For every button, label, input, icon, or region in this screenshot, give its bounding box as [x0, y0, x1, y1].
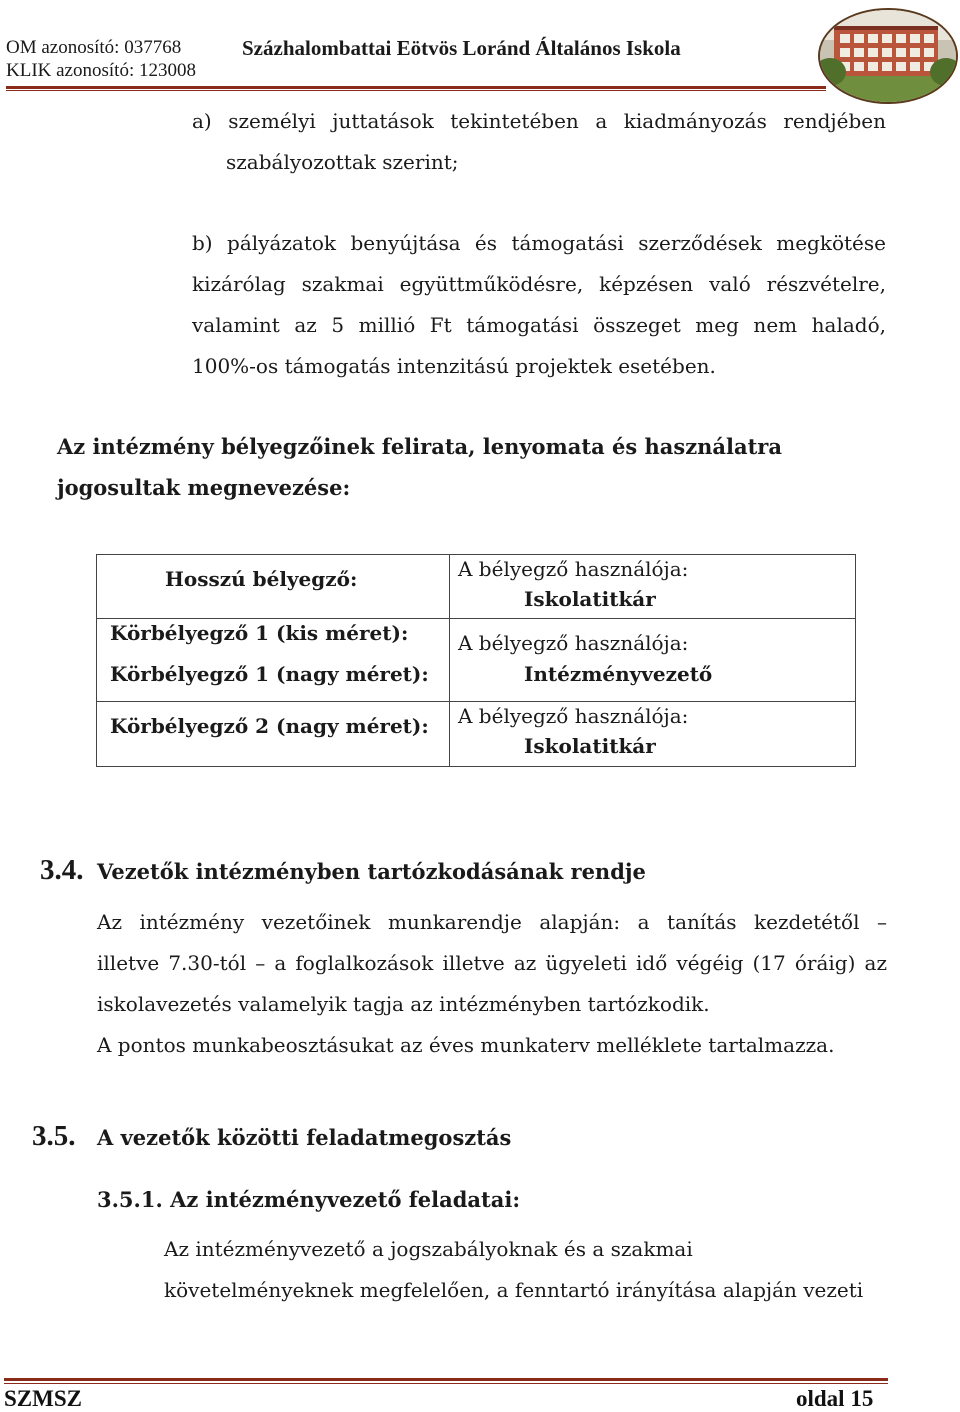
list-item-b-line2: kizárólag szakmai együttműködésre, képzésen való részvételre, [192, 272, 886, 296]
header-rule [6, 86, 826, 89]
stamp-user: Iskolatitkár [524, 734, 656, 758]
stamp-table [96, 554, 856, 767]
stamp-user-label: A bélyegző használója: [458, 704, 689, 728]
stamp-name: Körbélyegző 1 (kis méret): [110, 621, 409, 645]
stamp-section-title-line1: Az intézmény bélyegzőinek felirata, lenyomata és használatra [57, 434, 782, 459]
table-row [97, 619, 856, 702]
stamp-user-label: A bélyegző használója: [458, 631, 689, 655]
om-id: OM azonosító: 037768 [6, 37, 182, 58]
paragraph-line: illetve 7.30-tól – a foglalkozások illetve az ügyeleti idő végéig (17 óráig) az [97, 951, 887, 975]
document-ids [6, 36, 196, 82]
stamp-name-cell [97, 702, 450, 767]
page-number: oldal 15 [796, 1386, 874, 1411]
table-row [97, 702, 856, 767]
subsection-title: 3.5.1. Az intézményvezető feladatai: [97, 1187, 521, 1212]
paragraph-line: követelményeknek megfelelően, a fenntartó irányítása alapján vezeti [164, 1278, 864, 1302]
stamp-name: Hosszú bélyegző: [165, 567, 358, 591]
stamp-user-cell [450, 702, 856, 767]
stamp-user-cell [450, 555, 856, 619]
paragraph-line: A pontos munkabeosztásukat az éves munkaterv melléklete tartalmazza. [97, 1033, 835, 1057]
section-title: A vezetők közötti feladatmegosztás [97, 1125, 512, 1150]
list-item-b-line1: b) pályázatok benyújtása és támogatási szerződések megkötése [192, 231, 886, 255]
stamp-section-title-line2: jogosultak megnevezése: [57, 475, 351, 500]
stamp-user: Iskolatitkár [524, 587, 656, 611]
stamp-name: Körbélyegző 2 (nagy méret): [110, 714, 429, 738]
section-number: 3.5. [32, 1120, 76, 1152]
school-building-logo [818, 8, 958, 104]
header-rule-thin [6, 90, 826, 91]
klik-id: KLIK azonosító: 123008 [6, 60, 196, 81]
stamp-name-cell [97, 555, 450, 619]
section-number: 3.4. [40, 854, 84, 886]
section-title: Vezetők intézményben tartózkodásának rendje [97, 859, 646, 884]
stamp-user: Intézményvezető [524, 662, 713, 686]
paragraph-line: iskolavezetés valamelyik tagja az intézményben tartózkodik. [97, 992, 710, 1016]
paragraph-line: Az intézményvezető a jogszabályoknak és a szakmai [164, 1237, 693, 1261]
stamp-name: Körbélyegző 1 (nagy méret): [110, 662, 429, 686]
list-item-b-line3: valamint az 5 millió Ft támogatási összeget meg nem haladó, [192, 313, 886, 337]
footer-rule [4, 1378, 888, 1381]
school-building-icon [820, 10, 956, 102]
list-item-a-line2: szabályozottak szerint; [226, 150, 459, 174]
paragraph-line: Az intézmény vezetőinek munkarendje alapján: a tanítás kezdetétől – [97, 910, 887, 934]
footer-rule-thin [4, 1383, 888, 1384]
school-name: Százhalombattai Eötvös Loránd Általános Iskola [242, 36, 681, 60]
stamp-name-cell [97, 619, 450, 702]
table-row [97, 555, 856, 619]
list-item-b-line4: 100%-os támogatás intenzitású projektek esetében. [192, 354, 716, 378]
footer-doc-name: SZMSZ [4, 1386, 82, 1411]
list-item-a-line1: a) személyi juttatások tekintetében a kiadmányozás rendjében [192, 109, 886, 133]
stamp-user-label: A bélyegző használója: [458, 557, 689, 581]
stamp-user-cell [450, 619, 856, 702]
